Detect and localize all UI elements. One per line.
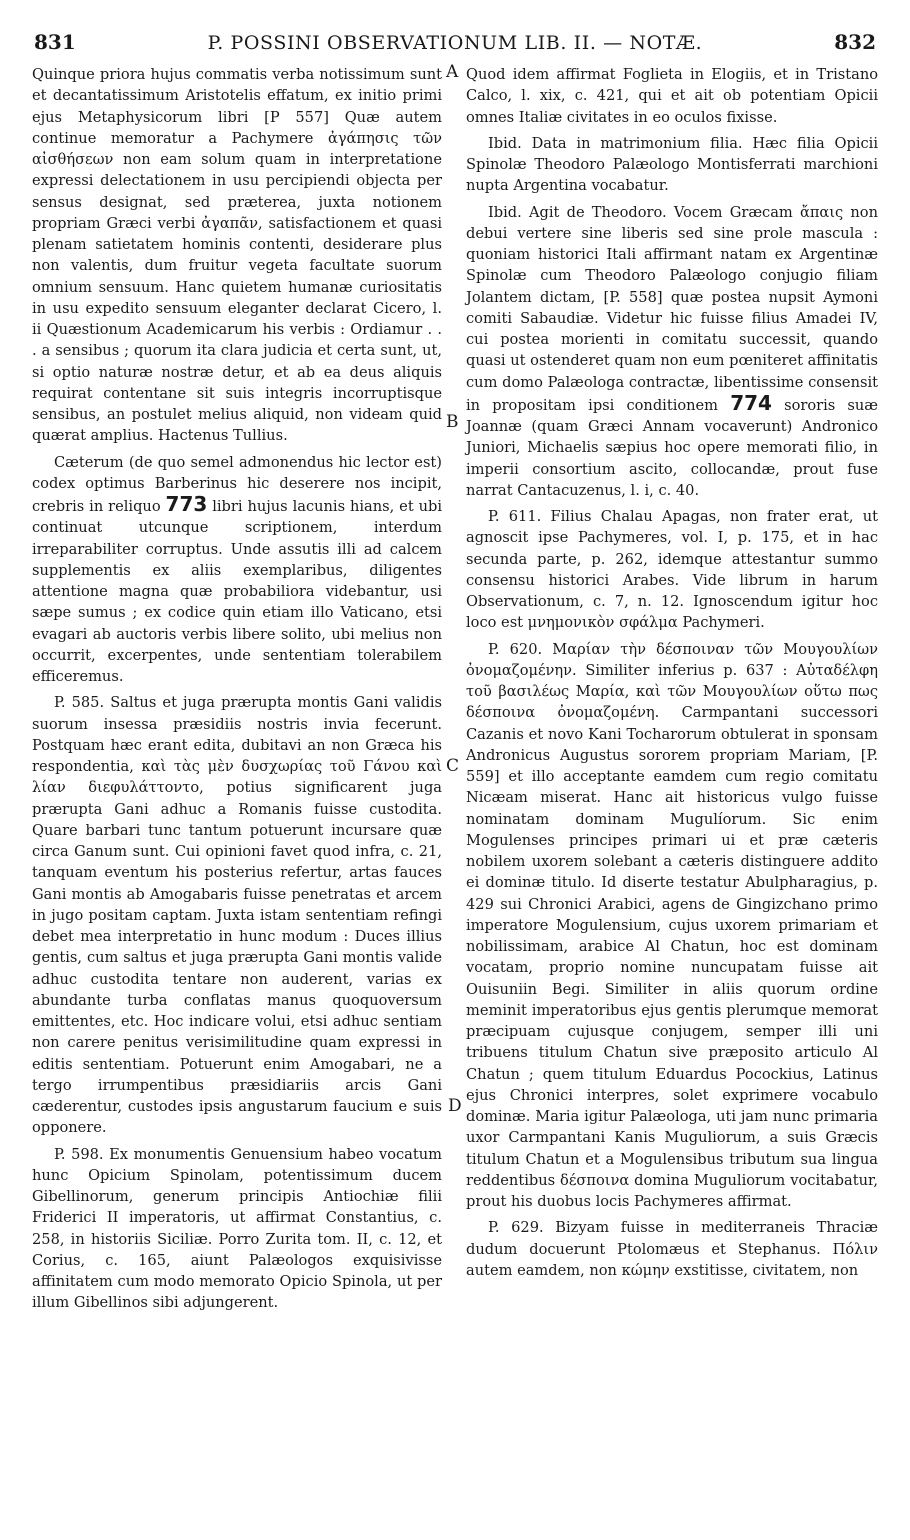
note-text: libri hujus lacunis hians, et ubi continuat utcunque scriptionem, interdum irreparabiliter corruptus. Unde assutis illi ad calcem supplementis ex aliis exemplaribus, diligentes attentione magna quæ probabiliora videbantur, usi sæpe sumus ; ex codice quin etiam illo Vaticano, etsi evagari ab auctoris verbis libere solito, ubi melius non occurrit, excerpentes, unde sententiam tolerabilem efficeremus. (32, 498, 442, 685)
note-text: Cæterum (de quo semel admonendus hic lector est) codex optimus Barberinus hic deserere nos incipit, crebris in reliquo (32, 453, 442, 515)
note-paragraph: Quod idem affirmat Foglieta in Elogiis, et in Tristano Calco, l. xix, c. 421, qui et ait ob potentiam Opicii omnes Italiæ civitates in eo oculos fixisse. (466, 66, 878, 126)
margin-marker-d: D (448, 1096, 462, 1116)
right-column (466, 64, 878, 1286)
note-paragraph: P. 629. Bizyam fuisse in mediterraneis Thraciæ dudum docuerunt Ptolomæus et Stephanus. Πόλιν autem eamdem, non κώμην exstitisse, civitatem, non (466, 1219, 878, 1279)
note-paragraph: Quinque priora hujus commatis verba notissimum sunt et decantatissimum Aristotelis effatum, ex initio primi ejus Metaphysicorum libri [P 557] Quæ autem continue memoratur a Pachymere ἀγάπησις τῶν αἰσθήσεων non eam solum quam in interpretatione expressi delectationem in usu percipiendi objecta per sensus designat, sed præterea, juxta notionem propriam Græci verbi ἀγαπᾶν, satisfactionem et quasi plenam satietatem hominis contenti, desiderare plus non valentis, dum fruitur vegeta facultate suorum omnium sensuum. Hanc quietem humanæ curiositatis in usu expedito sensuum eleganter declarat Cicero, l. ii Quæstionum Academicarum his verbis : Ordiamur . . . a sensibus ; quorum ita clara judicia et certa sunt, ut, si optio naturæ nostræ detur, et ab ea deus aliquis requirat contentane sit suis integris incorruptisque sensibus, an postulet melius aliquid, non videam quid quærat amplius. Hactenus Tullius. (32, 66, 442, 445)
note-text: sororis suæ Joannæ (quam Græci Annam vocaverunt) Andronico Juniori, Michaelis sæpius hoc opere memorati filio, in imperii consortium ascito, collocandæ, prout fuse narrat Cantacuzenus, l. i, c. 40. (466, 396, 879, 499)
margin-marker-b: B (446, 412, 459, 432)
page-number-right: 832 (834, 30, 876, 54)
note-text: Ibid. Agit de Theodoro. Vocem Græcam ἄπαις non debui vertere sine liberis sed sine prole mascula : quoniam historici Itali affirmant natam ex Argentinæ Spinolæ cum Theodoro Palæologo conjugio filiam Jolantem dictam, [P. 558] quæ postea nupsit Aymoni comiti Sabaudiæ. Videtur hic fuisse filius Amadei IV, cui postea morienti in comitatu successit, quando quasi ut ostenderet quam non eum pœniteret affinitatis cum domo Palæologa contractæ, libentissime consensit in propositam ipsi conditionem (466, 203, 878, 414)
running-header (34, 30, 876, 58)
reference-number: 773 (165, 492, 208, 516)
running-title: P. POSSINI OBSERVATIONUM LIB. II. — NOTÆ. (207, 32, 703, 54)
note-paragraph: P. 598. Ex monumentis Genuensium habeo vocatum hunc Opicium Spinolam, potentissimum ducem Gibellinorum, generum principis Antiochiæ filii Friderici II imperatoris, ut affirmat Constantius, c. 258, in historiis Siciliæ. Porro Zurita tom. II, c. 12, et Corius, c. 165, aiunt Palæologos exquisivisse affinitatem cum modo memorato Opicio Spinola, ut per illum Gibellinos sibi adjungerent. (32, 1145, 442, 1312)
page-number-left: 831 (34, 30, 76, 54)
left-column (32, 64, 442, 1319)
reference-number: 774 (730, 390, 772, 415)
margin-marker-c: C (446, 756, 460, 776)
margin-marker-a: A (446, 62, 459, 82)
note-paragraph: Ibid. Data in matrimonium filia. Hæc filia Opicii Spinolæ Theodoro Palæologo Montisferrati marchioni nupta Argentina vocabatur. (466, 134, 878, 195)
note-paragraph (466, 202, 878, 502)
note-paragraph (32, 452, 442, 688)
note-paragraph: P. 611. Filius Chalau Apagas, non frater erat, ut agnoscit ipse Pachymeres, vol. I, p. 175, et in hac secunda parte, p. 262, idemque attestantur summo consensu historici Arabes. Vide librum in harum Observationum, c. 7, n. 12. Ignoscendum igitur hoc loco est μνημονικὸν σφάλμα Pachymeri. (466, 508, 878, 632)
note-paragraph: P. 585. Saltus et juga prærupta montis Gani validis suorum insessa præsidiis nostris invia fecerunt. Postquam hæc erant edita, dubitavi an non Græca his respondentia, καὶ τὰς μὲν δυσχωρίας τοῦ Γάνου καὶ λίαν διεφυλάττοντο, potius significarent juga prærupta Gani adhuc a Romanis fuisse custodita. Quare barbari tunc tantum potuerunt incursare quæ circa Ganum sunt. Cui opinioni favet quod infra, c. 21, tanquam eventum his posterius refertur, artas fauces Gani montis ab Amogabaris fuisse penetratas et arcem in jugo positam captam. Juxta istam sententiam refingi debet mea interpretatio in hunc modum : Duces illius gentis, cum saltus et juga prærupta Gani montis valide adhuc custodita tentare non auderent, varias ex abundante turba conflatas manus quoquoversum emittentes, etc. Hoc indicare volui, etsi adhuc sentiam non carere penitus verisimilitudine quam expressi in editis sententiam. Potuerunt enim Amogabari, ne a tergo irrumpentibus præsidiariis arcis Gani cæderentur, custodes ipsis angustarum faucium e suis opponere. (32, 694, 442, 1137)
note-paragraph: P. 620. Μαρίαν τὴν δέσποιναν τῶν Μουγουλίων ὀνομαζομένην. Similiter inferius p. 637 : Αὐταδέλφη τοῦ βασιλέως Μαρία, καὶ τῶν Μουγουλίων οὕτω πως δέσποινα ὀνομαζομένη. Carmpantani successori Cazanis et novo Kani Tocharorum obtulerat in sponsam Andronicus Augustus sororem propriam Mariam, [P. 559] et illo acceptante eamdem cum regio comitatu Nicæam miserat. Hanc ait historicus vulgo fuisse nominatam dominam Mugulíorum. Sic enim Mogulenses principes primari ui et præ cæteris nobilem uxorem solebant a cæteris distinguere addito ei dominæ titulo. Id diserte testatur Abulpharagius, p. 429 sui Chronici Arabici, agens de Gingizchano primo imperatore Mogulensium, cujus uxorem primariam et nobilissimam, arabice Al Chatun, hoc est dominam vocatam, proprio nomine nuncupatam fuisse ait Ouisuniin Begi. Similiter in aliis quorum ordine meminit imperatoribus ejus gentis plerumque memorat præcipuam cujusque conjugem, semper illi uni tribuens titulum Chatun sive præposito articulo Al Chatun ; quem titulum Eduardus Pocockius, Latinus ejus Chronici interpres, solet exprimere vocabulo dominæ. Maria igitur Palæologa, uti jam nunc primaria uxor Carmpantani Kanis Muguliorum, a suis Græcis titulum Chatun et a Mogulensibus tributum sua lingua reddentibus δέσποινα domina Muguliorum vocitabatur, prout his duobus locis Pachymeres affirmat. (466, 640, 878, 1210)
